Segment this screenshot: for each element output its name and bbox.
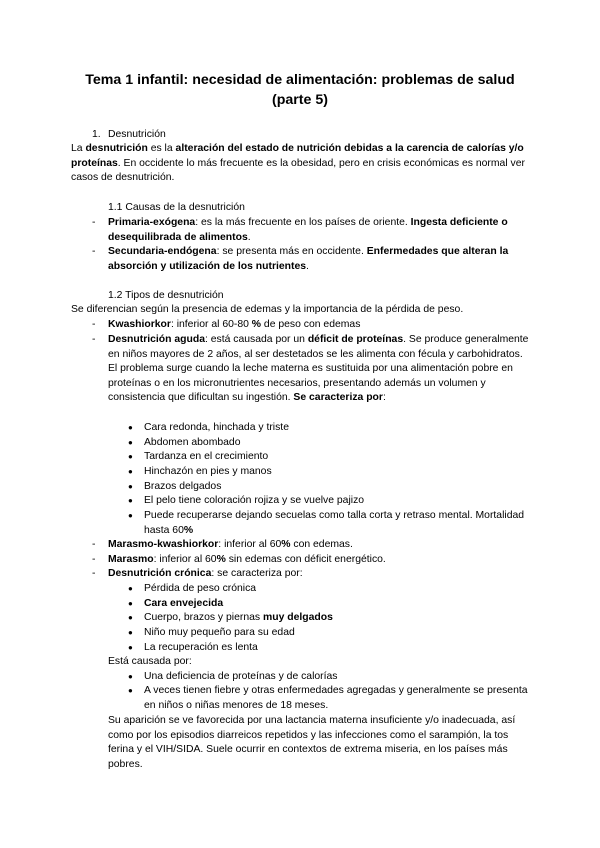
bullet-text: Niño muy pequeño para su edad <box>144 627 295 638</box>
intro-paragraph <box>71 142 533 186</box>
section-number: 1. <box>92 129 101 140</box>
bullet-item <box>128 494 528 509</box>
bullet-text: Tardanza en el crecimiento <box>144 451 269 462</box>
page-title <box>70 70 530 110</box>
item-text: con edemas. <box>290 539 353 550</box>
bullet-item <box>128 450 528 465</box>
dash-marker: - <box>92 246 96 257</box>
bullet-item <box>128 582 528 597</box>
bullet-text-part: Puede recuperarse dejando secuelas como talla corta y retraso mental. Mortalidad hasta 60 <box>144 510 525 536</box>
bullet-text: Pérdida de peso crónica <box>144 583 257 594</box>
dash-marker: - <box>92 334 96 345</box>
item-text: : inferior al 60 <box>153 554 217 565</box>
bullet-item <box>128 465 528 480</box>
intro-text: es la <box>147 143 176 154</box>
list-item-kwashiorkor <box>92 318 534 333</box>
bullet-dot-icon: ● <box>128 686 133 695</box>
bullet-item <box>128 684 528 713</box>
caused-by-label: Está causada por: <box>108 656 192 667</box>
intro-text: . En occidente lo más frecuente es la obesidad, pero en crisis económicas es normal ver casos de desnutrición. <box>71 157 525 184</box>
bullet-item <box>128 641 528 656</box>
list-item-secundaria <box>92 245 534 274</box>
bullet-text: El pelo tiene coloración rojiza y se vuelve pajizo <box>144 495 365 506</box>
types-intro: Se diferencian según la presencia de edemas y la importancia de la pérdida de peso. <box>71 304 464 315</box>
bullet-item <box>128 421 528 436</box>
subsection-heading-causas: 1.1 Causas de la desnutrición <box>108 202 245 213</box>
title-line-2: (parte 5) <box>272 92 328 108</box>
list-item-marasmo <box>92 553 534 568</box>
item-text: : <box>382 392 386 404</box>
item-text: de peso con edemas <box>261 319 361 330</box>
item-term: Kwashiorkor <box>108 319 171 330</box>
dash-marker: - <box>92 539 96 550</box>
bullet-dot-icon: ● <box>128 467 133 476</box>
bullet-dot-icon: ● <box>128 452 133 461</box>
bullet-text: Abdomen abombado <box>144 437 241 448</box>
item-bold: Enfermedades que alteran la absorción y utilización de los nutrientes <box>108 246 509 272</box>
item-bold: % <box>251 319 262 330</box>
bullet-text: Hinchazón en pies y manos <box>144 466 272 477</box>
bullet-text: Cara redonda, hinchada y triste <box>144 422 289 433</box>
dash-marker: - <box>92 319 96 330</box>
item-text: : se presenta más en occidente. <box>216 246 367 257</box>
item-text: . Se produce generalmente en niños mayores de 2 años, al ser destetados se les alimenta con fécula y carbohidratos. El problema surge cuando la leche materna es sustituida por una alimentación pobre en proteínas o en los micronutrientes necesarios, presentando además un volumen y consistencia que dificultan su ingestión. <box>108 334 529 404</box>
bullet-bold: Cara envejecida <box>144 598 224 609</box>
bullet-text <box>144 611 528 626</box>
section-heading-text: Desnutrición <box>108 129 166 140</box>
item-term: Desnutrición aguda <box>108 334 205 345</box>
bullet-dot-icon: ● <box>128 511 133 520</box>
dash-marker: - <box>92 554 96 565</box>
item-bold: % <box>216 554 226 565</box>
item-term: Desnutrición crónica <box>108 568 212 579</box>
dash-marker: - <box>92 217 96 228</box>
bullet-text: La recuperación es lenta <box>144 642 258 653</box>
closing-paragraph: Su aparición se ve favorecida por una lactancia materna insuficiente y/o inadecuada, así como por los episodios diarreicos repetidos y las infecciones como el sarampión, la tos ferina y el VIH/SIDA. Suele ocurrir en contextos de extrema miseria, en los países más pobres. <box>108 715 516 770</box>
section-heading-desnutricion <box>92 128 166 143</box>
item-term: Marasmo <box>108 554 154 565</box>
item-text: sin edemas con déficit energético. <box>225 554 386 565</box>
intro-bold: alteración del estado de nutrición debidas a la carencia de calorías y/o proteínas <box>71 143 524 169</box>
item-term: Secundaria-endógena <box>108 246 217 257</box>
bullet-text: Una deficiencia de proteínas y de calorías <box>144 671 338 682</box>
bullet-dot-icon: ● <box>128 599 133 608</box>
bullet-dot-icon: ● <box>128 613 133 622</box>
bullet-item <box>128 509 528 538</box>
bullet-bold: % <box>183 524 194 536</box>
item-bold: déficit de proteínas <box>307 334 404 345</box>
item-term: Marasmo-kwashiorkor <box>108 539 219 550</box>
bullet-text: A veces tienen fiebre y otras enfermedades agregadas y generalmente se presenta en niños o niñas menores de 18 meses. <box>144 685 528 711</box>
item-text: . <box>247 231 251 243</box>
item-term: Primaria-exógena <box>108 217 196 228</box>
bullet-text <box>144 509 528 538</box>
list-item-primaria <box>92 216 534 245</box>
bullet-item <box>128 611 528 626</box>
bullet-dot-icon: ● <box>128 672 133 681</box>
bullet-dot-icon: ● <box>128 423 133 432</box>
bullet-item <box>128 597 528 612</box>
bullet-dot-icon: ● <box>128 482 133 491</box>
title-line-1: Tema 1 infantil: necesidad de alimentación: problemas de salud <box>85 72 515 88</box>
bullet-text: Brazos delgados <box>144 481 222 492</box>
item-text: : se caracteriza por: <box>211 568 303 579</box>
dash-marker: - <box>92 568 96 579</box>
bullet-text <box>144 597 528 612</box>
item-bold: Ingesta deficiente o desequilibrada de alimentos <box>108 217 508 243</box>
bullet-item <box>128 670 528 685</box>
bullet-item <box>128 436 528 451</box>
item-bold: % <box>281 539 291 550</box>
bullet-item <box>128 480 528 495</box>
bullet-dot-icon: ● <box>128 496 133 505</box>
intro-text: La <box>71 143 86 154</box>
item-text: . <box>306 260 309 272</box>
bullet-dot-icon: ● <box>128 628 133 637</box>
subsection-heading-tipos: 1.2 Tipos de desnutrición <box>108 290 224 301</box>
bullet-dot-icon: ● <box>128 643 133 652</box>
list-item-marasmo-kwashiorkor <box>92 538 534 553</box>
bullet-dot-icon: ● <box>128 438 133 447</box>
item-text: : es la más frecuente en los países de oriente. <box>195 217 411 228</box>
bullet-bold: muy delgados <box>262 612 333 623</box>
item-text: : inferior al 60 <box>218 539 282 550</box>
bullet-dot-icon: ● <box>128 584 133 593</box>
item-text: : está causada por un <box>205 334 308 345</box>
list-item-desnutricion-cronica <box>92 567 534 582</box>
intro-bold: desnutrición <box>85 143 148 154</box>
bullet-item <box>128 626 528 641</box>
item-text: : inferior al 60-80 <box>170 319 252 330</box>
item-bold: Se caracteriza por <box>293 392 383 404</box>
list-item-desnutricion-aguda <box>92 333 534 406</box>
bullet-text-part: Cuerpo, brazos y piernas <box>144 612 263 623</box>
